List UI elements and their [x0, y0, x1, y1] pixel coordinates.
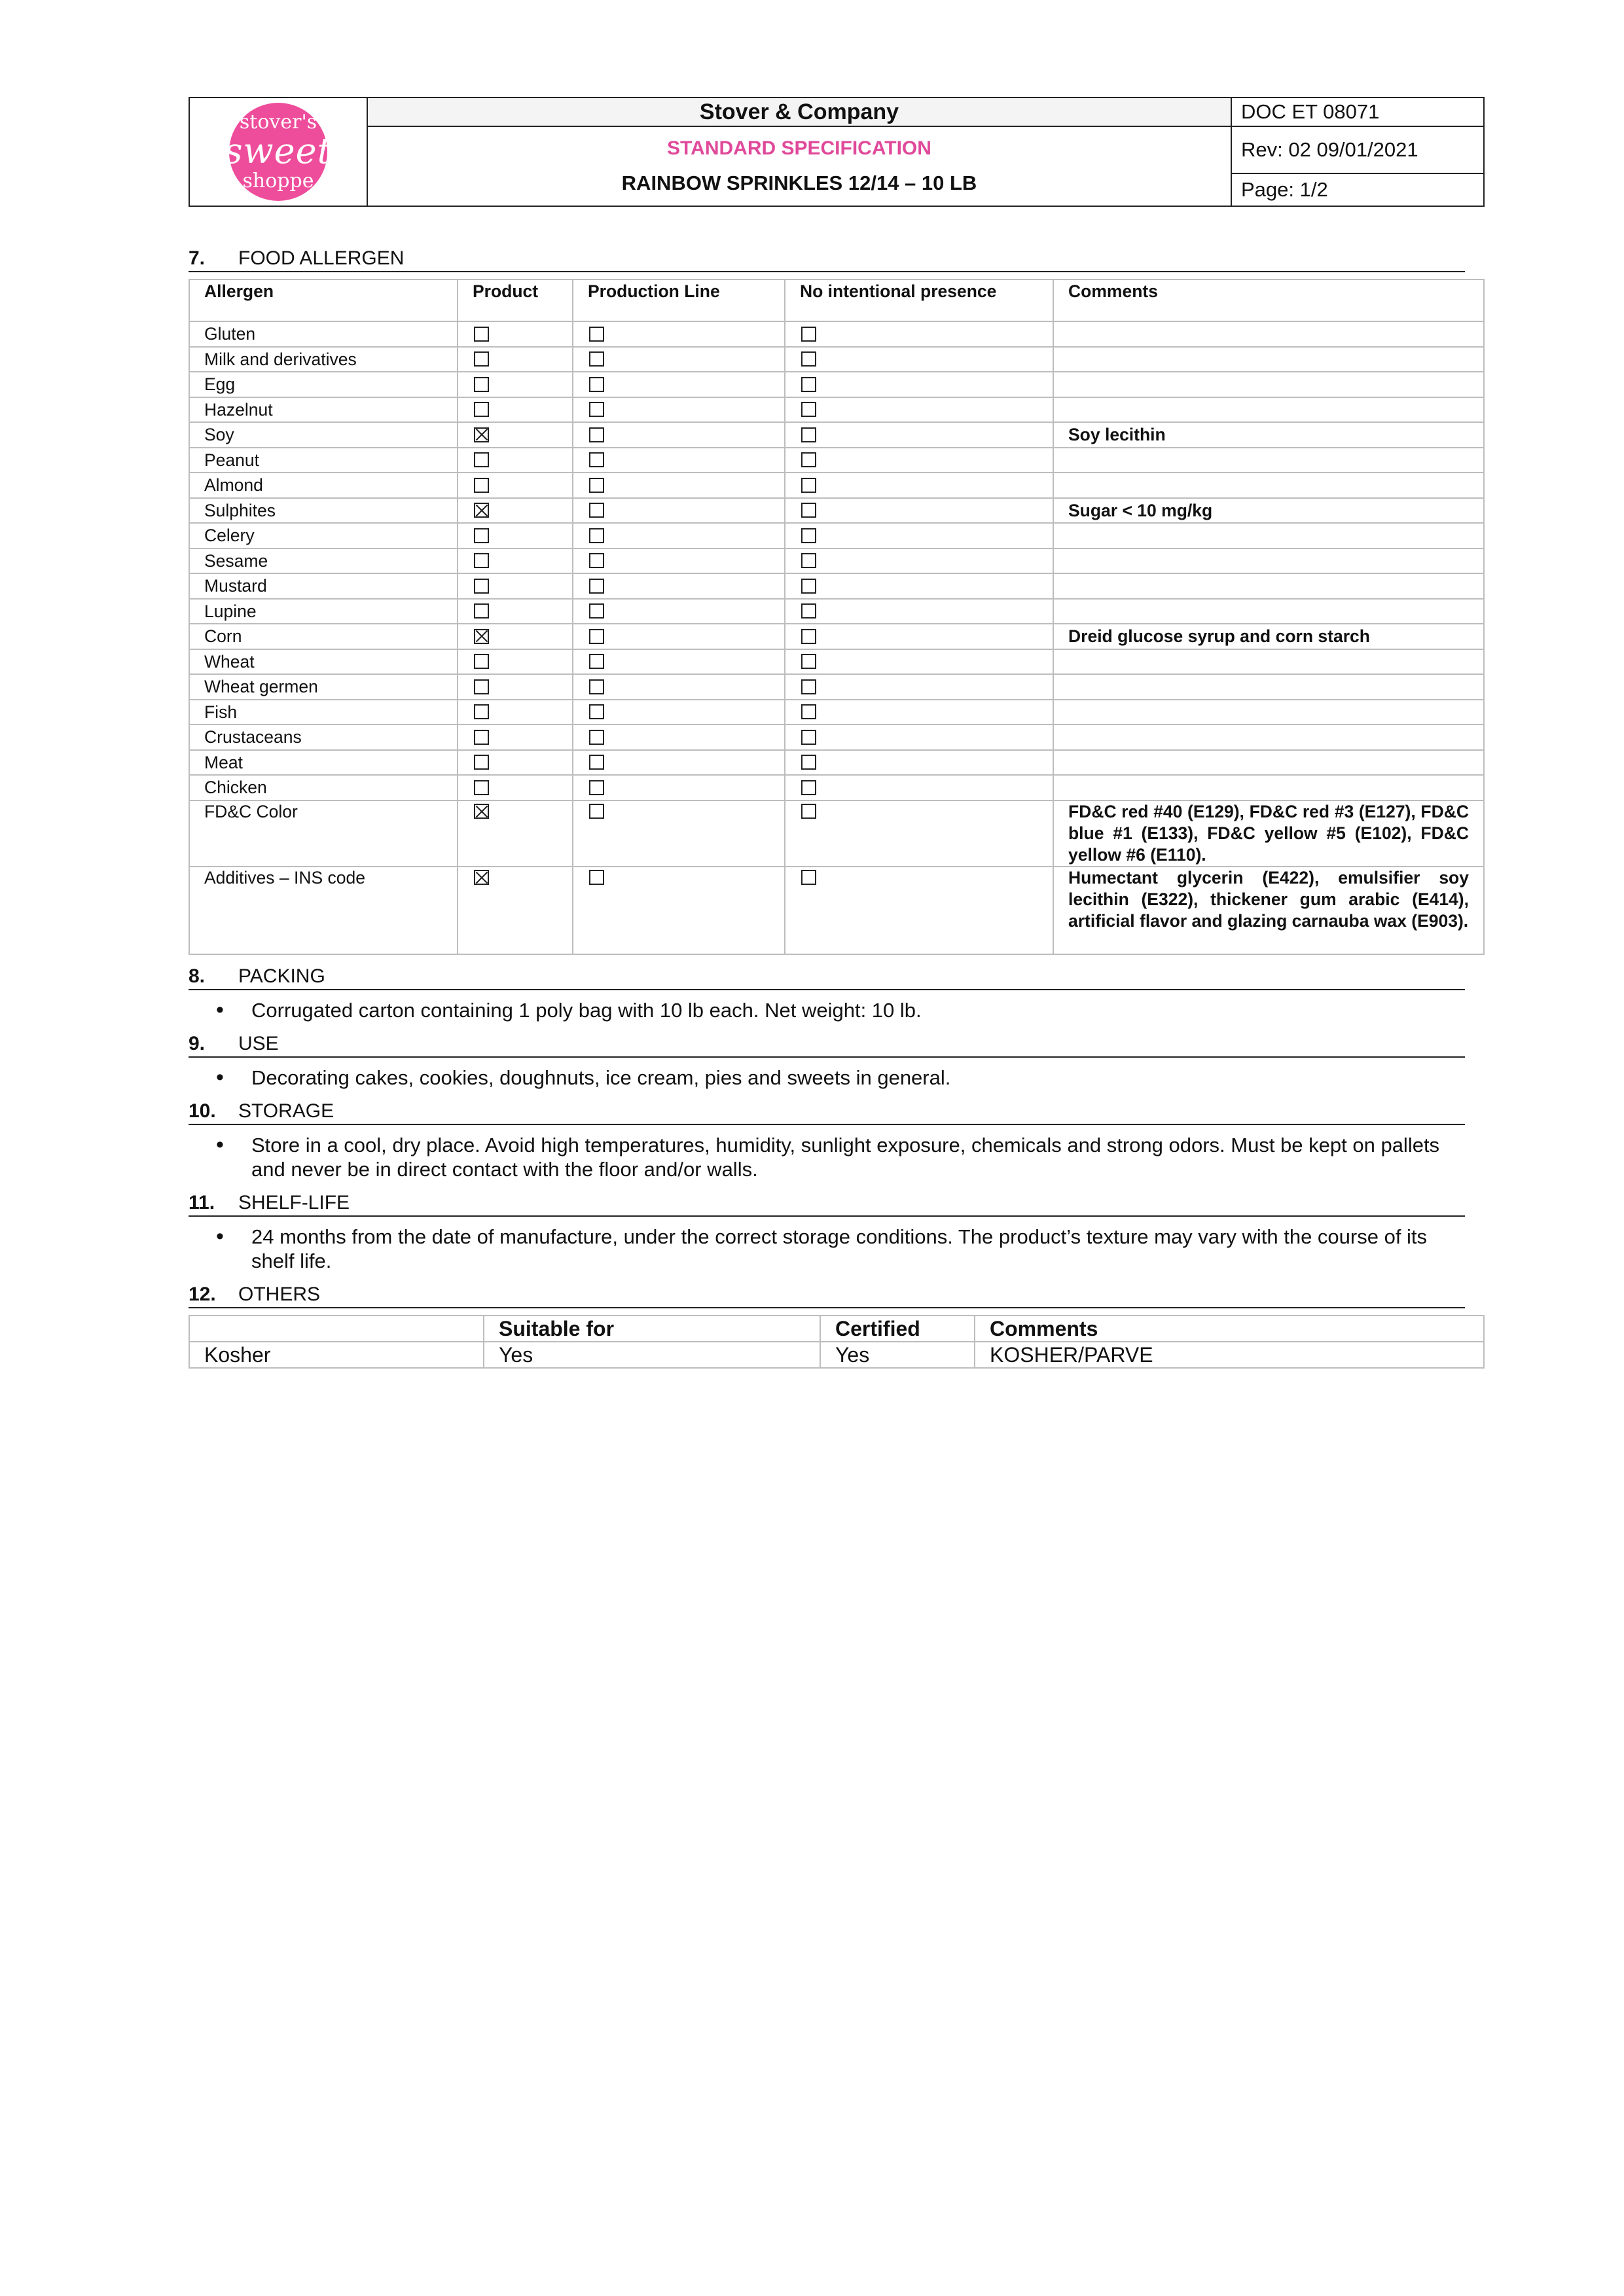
- allergen-none-cell: [785, 448, 1053, 473]
- unchecked-box-icon: [474, 553, 489, 568]
- section-title: FOOD ALLERGEN: [238, 247, 405, 269]
- allergen-row: [189, 498, 1484, 524]
- header-production-line: Production Line: [573, 279, 785, 321]
- packing-text: Corrugated carton containing 1 poly bag with 10 lb each. Net weight: 10 lb.: [251, 998, 922, 1022]
- allergen-product-cell: [458, 674, 573, 700]
- unchecked-box-icon: [474, 679, 489, 694]
- unchecked-box-icon: [801, 377, 816, 392]
- allergen-line-cell: [573, 624, 785, 649]
- allergen-product-cell: [458, 599, 573, 624]
- brand-logo: [224, 103, 333, 201]
- unchecked-box-icon: [474, 327, 489, 342]
- allergen-name: Sesame: [189, 548, 458, 574]
- allergen-product-cell: [458, 649, 573, 675]
- allergen-row: [189, 321, 1484, 347]
- allergen-comment: Humectant glycerin (E422), emulsifier soy lecithin (E322), thickener gum arabic (E414), artificial flavor and glazing carnauba wax (E903).: [1053, 867, 1484, 954]
- checked-box-icon: [474, 870, 489, 885]
- unchecked-box-icon: [801, 804, 816, 819]
- allergen-line-cell: [573, 448, 785, 473]
- checked-box-icon: [474, 629, 489, 644]
- allergen-line-cell: [573, 347, 785, 372]
- allergen-row: [189, 573, 1484, 599]
- allergen-name: Crustaceans: [189, 725, 458, 750]
- allergen-none-cell: [785, 674, 1053, 700]
- bullet-icon: •: [216, 1132, 224, 1157]
- unchecked-box-icon: [801, 755, 816, 770]
- unchecked-box-icon: [589, 704, 604, 719]
- unchecked-box-icon: [801, 870, 816, 885]
- allergen-name: Mustard: [189, 573, 458, 599]
- allergen-name: Milk and derivatives: [189, 347, 458, 372]
- product-name: RAINBOW SPRINKLES 12/14 – 10 LB: [621, 171, 977, 194]
- allergen-line-cell: [573, 750, 785, 776]
- others-table: [189, 1315, 1485, 1369]
- checked-box-icon: [474, 427, 489, 442]
- section-title: SHELF-LIFE: [238, 1191, 350, 1213]
- allergen-comment: [1053, 473, 1484, 498]
- allergen-row: [189, 867, 1484, 954]
- allergen-row: [189, 422, 1484, 448]
- unchecked-box-icon: [801, 327, 816, 342]
- allergen-comment: [1053, 523, 1484, 548]
- unchecked-box-icon: [474, 528, 489, 543]
- unchecked-box-icon: [589, 478, 604, 493]
- allergen-line-cell: [573, 523, 785, 548]
- unchecked-box-icon: [801, 402, 816, 417]
- unchecked-box-icon: [474, 452, 489, 467]
- allergen-none-cell: [785, 750, 1053, 776]
- allergen-line-cell: [573, 649, 785, 675]
- section-title: PACKING: [238, 965, 325, 987]
- unchecked-box-icon: [589, 603, 604, 619]
- allergen-row: [189, 548, 1484, 574]
- unchecked-box-icon: [589, 730, 604, 745]
- allergen-header-row: [189, 279, 1484, 321]
- allergen-product-cell: [458, 573, 573, 599]
- others-header-row: [189, 1316, 1484, 1342]
- unchecked-box-icon: [474, 755, 489, 770]
- others-cell-certified: Yes: [820, 1342, 975, 1368]
- allergen-line-cell: [573, 473, 785, 498]
- allergen-name: Soy: [189, 422, 458, 448]
- unchecked-box-icon: [589, 654, 604, 669]
- allergen-name: Wheat germen: [189, 674, 458, 700]
- allergen-row: [189, 397, 1484, 423]
- allergen-row: [189, 725, 1484, 750]
- section-header-others: [189, 1283, 1465, 1308]
- unchecked-box-icon: [474, 780, 489, 795]
- allergen-none-cell: [785, 775, 1053, 800]
- shelf-life-text: 24 months from the date of manufacture, under the correct storage conditions. The product’s texture may vary with the course of its shelf life.: [251, 1225, 1428, 1272]
- allergen-row: [189, 700, 1484, 725]
- allergen-product-cell: [458, 422, 573, 448]
- unchecked-box-icon: [589, 553, 604, 568]
- allergen-table: [189, 279, 1485, 955]
- allergen-comment: [1053, 347, 1484, 372]
- unchecked-box-icon: [474, 377, 489, 392]
- section-header-use: [189, 1033, 1465, 1058]
- allergen-name: Almond: [189, 473, 458, 498]
- section-number: 9.: [189, 1032, 206, 1054]
- allergen-line-cell: [573, 725, 785, 750]
- allergen-none-cell: [785, 725, 1053, 750]
- allergen-line-cell: [573, 775, 785, 800]
- allergen-comment: [1053, 599, 1484, 624]
- allergen-comment: [1053, 321, 1484, 347]
- allergen-product-cell: [458, 750, 573, 776]
- allergen-none-cell: [785, 548, 1053, 574]
- logo-line-2: sweet: [224, 130, 333, 171]
- unchecked-box-icon: [801, 553, 816, 568]
- page-number: Page: 1/2: [1231, 173, 1484, 206]
- unchecked-box-icon: [801, 679, 816, 694]
- allergen-comment: Sugar < 10 mg/kg: [1053, 498, 1484, 524]
- unchecked-box-icon: [801, 654, 816, 669]
- allergen-name: Wheat: [189, 649, 458, 675]
- allergen-none-cell: [785, 347, 1053, 372]
- unchecked-box-icon: [801, 452, 816, 467]
- company-name: Stover & Company: [367, 98, 1231, 126]
- unchecked-box-icon: [589, 452, 604, 467]
- allergen-row: [189, 775, 1484, 800]
- logo-line-1: stover's: [239, 111, 317, 134]
- allergen-product-cell: [458, 498, 573, 524]
- unchecked-box-icon: [589, 579, 604, 594]
- allergen-comment: [1053, 700, 1484, 725]
- allergen-line-cell: [573, 800, 785, 867]
- unchecked-box-icon: [589, 679, 604, 694]
- bullet-icon: •: [216, 1064, 224, 1090]
- allergen-product-cell: [458, 800, 573, 867]
- checked-box-icon: [474, 804, 489, 819]
- section-number: 10.: [189, 1100, 216, 1122]
- allergen-row: [189, 372, 1484, 397]
- allergen-line-cell: [573, 397, 785, 423]
- allergen-name: Egg: [189, 372, 458, 397]
- unchecked-box-icon: [474, 730, 489, 745]
- allergen-comment: [1053, 372, 1484, 397]
- allergen-name: Celery: [189, 523, 458, 548]
- allergen-none-cell: [785, 700, 1053, 725]
- allergen-product-cell: [458, 372, 573, 397]
- allergen-none-cell: [785, 321, 1053, 347]
- checked-box-icon: [474, 503, 489, 518]
- allergen-row: [189, 649, 1484, 675]
- allergen-product-cell: [458, 523, 573, 548]
- allergen-name: Additives – INS code: [189, 867, 458, 954]
- unchecked-box-icon: [589, 804, 604, 819]
- unchecked-box-icon: [589, 755, 604, 770]
- allergen-name: Lupine: [189, 599, 458, 624]
- unchecked-box-icon: [589, 503, 604, 518]
- doc-number: DOC ET 08071: [1231, 98, 1484, 126]
- others-header-comments: Comments: [975, 1316, 1484, 1342]
- allergen-row: [189, 523, 1484, 548]
- allergen-line-cell: [573, 498, 785, 524]
- unchecked-box-icon: [801, 478, 816, 493]
- unchecked-box-icon: [589, 528, 604, 543]
- section-header-shelf-life: [189, 1192, 1465, 1217]
- header-product: Product: [458, 279, 573, 321]
- unchecked-box-icon: [801, 730, 816, 745]
- allergen-comment: [1053, 775, 1484, 800]
- storage-text: Store in a cool, dry place. Avoid high temperatures, humidity, sunlight exposure, chemicals and strong odors. Must be kept on pallets and never be in direct contact with the floor and/or walls.: [251, 1133, 1440, 1181]
- allergen-none-cell: [785, 523, 1053, 548]
- allergen-row: [189, 599, 1484, 624]
- packing-bullet: [189, 998, 1465, 1022]
- others-header-certified: Certified: [820, 1316, 975, 1342]
- allergen-comment: [1053, 397, 1484, 423]
- use-bullet: [189, 1066, 1465, 1090]
- unchecked-box-icon: [801, 780, 816, 795]
- unchecked-box-icon: [801, 503, 816, 518]
- allergen-product-cell: [458, 775, 573, 800]
- allergen-none-cell: [785, 372, 1053, 397]
- allergen-row: [189, 674, 1484, 700]
- allergen-comment: Dreid glucose syrup and corn starch: [1053, 624, 1484, 649]
- unchecked-box-icon: [801, 528, 816, 543]
- section-number: 7.: [189, 247, 206, 269]
- allergen-product-cell: [458, 867, 573, 954]
- unchecked-box-icon: [589, 629, 604, 644]
- storage-bullet: [189, 1133, 1465, 1181]
- allergen-row: [189, 448, 1484, 473]
- revision: Rev: 02 09/01/2021: [1231, 126, 1484, 173]
- allergen-none-cell: [785, 422, 1053, 448]
- allergen-row: [189, 624, 1484, 649]
- allergen-comment: [1053, 750, 1484, 776]
- allergen-product-cell: [458, 473, 573, 498]
- allergen-none-cell: [785, 624, 1053, 649]
- allergen-product-cell: [458, 700, 573, 725]
- others-header-blank: [189, 1316, 484, 1342]
- others-cell-type: Kosher: [189, 1342, 484, 1368]
- unchecked-box-icon: [801, 704, 816, 719]
- bullet-icon: •: [216, 1223, 224, 1249]
- spec-title: STANDARD SPECIFICATION: [667, 137, 931, 159]
- allergen-name: Chicken: [189, 775, 458, 800]
- allergen-name: Meat: [189, 750, 458, 776]
- unchecked-box-icon: [801, 603, 816, 619]
- unchecked-box-icon: [474, 402, 489, 417]
- others-cell-comments: KOSHER/PARVE: [975, 1342, 1484, 1368]
- logo-cell: [189, 98, 367, 206]
- allergen-comment: [1053, 548, 1484, 574]
- allergen-name: Peanut: [189, 448, 458, 473]
- others-row-kosher: [189, 1342, 1484, 1368]
- allergen-row: [189, 473, 1484, 498]
- allergen-none-cell: [785, 473, 1053, 498]
- section-title: OTHERS: [238, 1283, 321, 1305]
- header-no-intentional-presence: No intentional presence: [785, 279, 1053, 321]
- unchecked-box-icon: [474, 603, 489, 619]
- section-header-packing: [189, 965, 1465, 990]
- unchecked-box-icon: [589, 870, 604, 885]
- allergen-name: Hazelnut: [189, 397, 458, 423]
- allergen-line-cell: [573, 700, 785, 725]
- header-comments: Comments: [1053, 279, 1484, 321]
- allergen-product-cell: [458, 448, 573, 473]
- header-allergen: Allergen: [189, 279, 458, 321]
- allergen-line-cell: [573, 599, 785, 624]
- allergen-name: Sulphites: [189, 498, 458, 524]
- allergen-line-cell: [573, 372, 785, 397]
- unchecked-box-icon: [589, 427, 604, 442]
- header-block: [189, 97, 1485, 207]
- allergen-product-cell: [458, 548, 573, 574]
- allergen-name: Corn: [189, 624, 458, 649]
- unchecked-box-icon: [589, 780, 604, 795]
- section-header-storage: [189, 1100, 1465, 1125]
- unchecked-box-icon: [589, 402, 604, 417]
- section-number: 12.: [189, 1283, 216, 1305]
- section-number: 8.: [189, 965, 206, 987]
- allergen-none-cell: [785, 397, 1053, 423]
- allergen-product-cell: [458, 347, 573, 372]
- allergen-name: FD&C Color: [189, 800, 458, 867]
- allergen-comment: [1053, 674, 1484, 700]
- allergen-none-cell: [785, 599, 1053, 624]
- allergen-comment: [1053, 448, 1484, 473]
- unchecked-box-icon: [474, 351, 489, 367]
- allergen-comment: Soy lecithin: [1053, 422, 1484, 448]
- allergen-line-cell: [573, 321, 785, 347]
- allergen-row: [189, 347, 1484, 372]
- document-page: [189, 97, 1485, 1369]
- others-header-suitable: Suitable for: [484, 1316, 820, 1342]
- unchecked-box-icon: [589, 351, 604, 367]
- allergen-none-cell: [785, 649, 1053, 675]
- unchecked-box-icon: [801, 351, 816, 367]
- section-title: USE: [238, 1032, 279, 1054]
- unchecked-box-icon: [801, 427, 816, 442]
- allergen-comment: FD&C red #40 (E129), FD&C red #3 (E127), FD&C blue #1 (E133), FD&C yellow #5 (E102), FD&C yellow #6 (E110).: [1053, 800, 1484, 867]
- unchecked-box-icon: [589, 377, 604, 392]
- allergen-product-cell: [458, 397, 573, 423]
- allergen-product-cell: [458, 725, 573, 750]
- spec-title-cell: [367, 126, 1231, 206]
- allergen-none-cell: [785, 800, 1053, 867]
- allergen-product-cell: [458, 321, 573, 347]
- allergen-line-cell: [573, 548, 785, 574]
- section-number: 11.: [189, 1191, 215, 1213]
- allergen-comment: [1053, 573, 1484, 599]
- use-text: Decorating cakes, cookies, doughnuts, ice cream, pies and sweets in general.: [251, 1066, 951, 1089]
- bullet-icon: •: [216, 997, 224, 1022]
- unchecked-box-icon: [474, 654, 489, 669]
- section-header-allergen: [189, 247, 1465, 272]
- unchecked-box-icon: [474, 478, 489, 493]
- others-cell-suitable: Yes: [484, 1342, 820, 1368]
- unchecked-box-icon: [474, 704, 489, 719]
- allergen-none-cell: [785, 573, 1053, 599]
- allergen-row: [189, 750, 1484, 776]
- unchecked-box-icon: [801, 629, 816, 644]
- allergen-row: [189, 800, 1484, 867]
- allergen-line-cell: [573, 867, 785, 954]
- unchecked-box-icon: [474, 579, 489, 594]
- allergen-comment: [1053, 725, 1484, 750]
- allergen-line-cell: [573, 422, 785, 448]
- allergen-name: Gluten: [189, 321, 458, 347]
- unchecked-box-icon: [801, 579, 816, 594]
- allergen-line-cell: [573, 674, 785, 700]
- allergen-line-cell: [573, 573, 785, 599]
- allergen-none-cell: [785, 498, 1053, 524]
- allergen-name: Fish: [189, 700, 458, 725]
- allergen-none-cell: [785, 867, 1053, 954]
- shelf-life-bullet: [189, 1225, 1465, 1273]
- unchecked-box-icon: [589, 327, 604, 342]
- allergen-product-cell: [458, 624, 573, 649]
- logo-line-3: shoppe: [242, 170, 314, 192]
- allergen-comment: [1053, 649, 1484, 675]
- section-title: STORAGE: [238, 1100, 334, 1122]
